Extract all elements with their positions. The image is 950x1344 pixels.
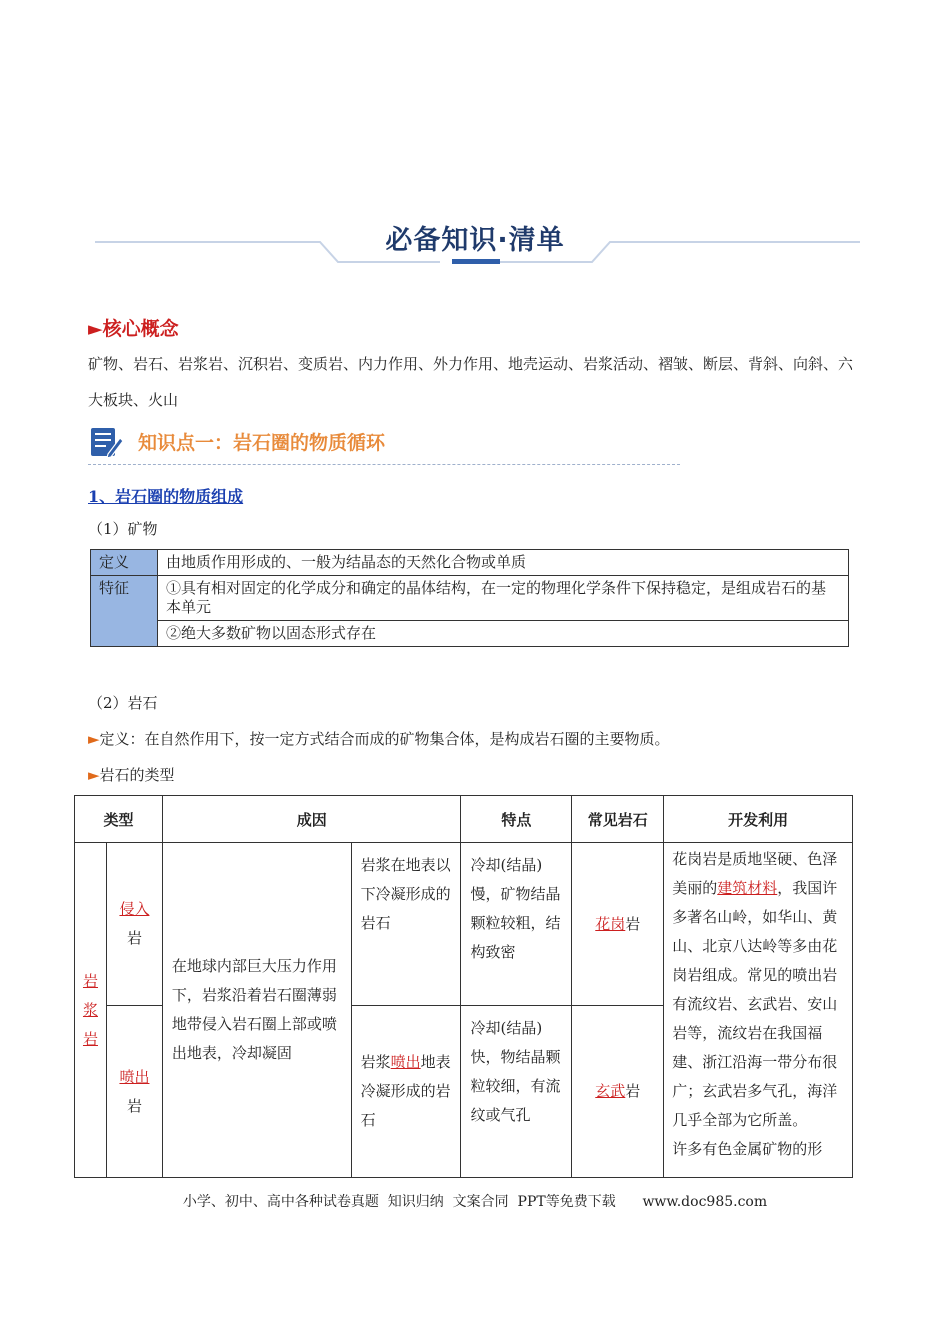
rock-type-label: ►岩石的类型 <box>88 766 175 784</box>
header-example: 常见岩石 <box>572 796 664 843</box>
extrusive-rock-name: 喷出 岩 <box>106 1006 162 1178</box>
arrow-icon: ► <box>88 730 100 748</box>
intrusive-feature: 冷却(结晶)慢，矿物结晶颗粒较粗，结构致密 <box>461 843 572 1006</box>
rock-label: （2）岩石 <box>88 694 158 712</box>
extrusive-example: 玄武岩 <box>572 1006 664 1178</box>
header-use: 开发利用 <box>664 796 853 843</box>
intrusive-rock-name: 侵入 岩 <box>106 843 162 1006</box>
arrow-icon: ► <box>88 766 100 784</box>
core-concepts-heading: ►核心概念 <box>88 318 179 340</box>
section-title: 1、岩石圈的物质组成 <box>88 487 244 506</box>
definition-label: 定义 <box>91 550 158 576</box>
feature-label: 特征 <box>91 576 158 647</box>
igneous-rock-cell: 岩 浆 岩 <box>75 843 107 1178</box>
extrusive-cause: 岩浆喷出地表冷凝形成的岩石 <box>351 1006 461 1178</box>
header-feature: 特点 <box>461 796 572 843</box>
header-type: 类型 <box>75 796 163 843</box>
mineral-label: （1）矿物 <box>88 520 158 538</box>
knowledge-point-title: 知识点一：岩石圈的物质循环 <box>138 432 386 454</box>
intrusive-example: 花岗岩 <box>572 843 664 1006</box>
core-concepts-text: 矿物、岩石、岩浆岩、沉积岩、变质岩、内力作用、外力作用、地壳运动、岩浆活动、褶皱、断层、背斜、向斜、六大板块、火山 <box>88 355 854 409</box>
rock-type-table <box>74 795 853 1178</box>
feature-2: ②绝大多数矿物以固态形式存在 <box>158 621 849 647</box>
development-use: 花岗岩是质地坚硬、色泽美丽的建筑材料，我国许多著名山岭，如华山、黄山、北京八达岭等多由花岗岩组成。常见的喷出岩有流纹岩、玄武岩、安山岩等，流纹岩在我国福建、浙江沿海一带分布很广；玄武岩多气孔，海洋几乎全部为它所盖。 许多有色金属矿物的形 <box>664 843 853 1178</box>
intrusive-cause: 岩浆在地表以下冷凝形成的岩石 <box>351 843 461 1006</box>
cause-shared: 在地球内部巨大压力作用下，岩浆沿着岩石圈薄弱地带侵入岩石圈上部或喷出地表，冷却凝固 <box>162 843 351 1178</box>
rock-definition: ►定义：在自然作用下，按一定方式结合而成的矿物集合体，是构成岩石圈的主要物质。 <box>88 730 670 748</box>
feature-1: ①具有相对固定的化学成分和确定的晶体结构，在一定的物理化学条件下保持稳定，是组成岩石的基本单元 <box>158 576 849 621</box>
header-cause: 成因 <box>162 796 461 843</box>
mineral-table <box>90 549 849 647</box>
extrusive-feature: 冷却(结晶)快，物结晶颗粒较细，有流纹或气孔 <box>461 1006 572 1178</box>
knowledge-point-header <box>88 424 680 465</box>
definition-text: 由地质作用形成的、一般为结晶态的天然化合物或单质 <box>158 550 849 576</box>
footer: 小学、初中、高中各种试卷真题 知识归纳 文案合同 PPT等免费下载 www.doc985.com <box>182 1194 768 1210</box>
page-title: 必备知识·清单 <box>385 225 565 256</box>
note-edit-icon <box>88 424 124 460</box>
